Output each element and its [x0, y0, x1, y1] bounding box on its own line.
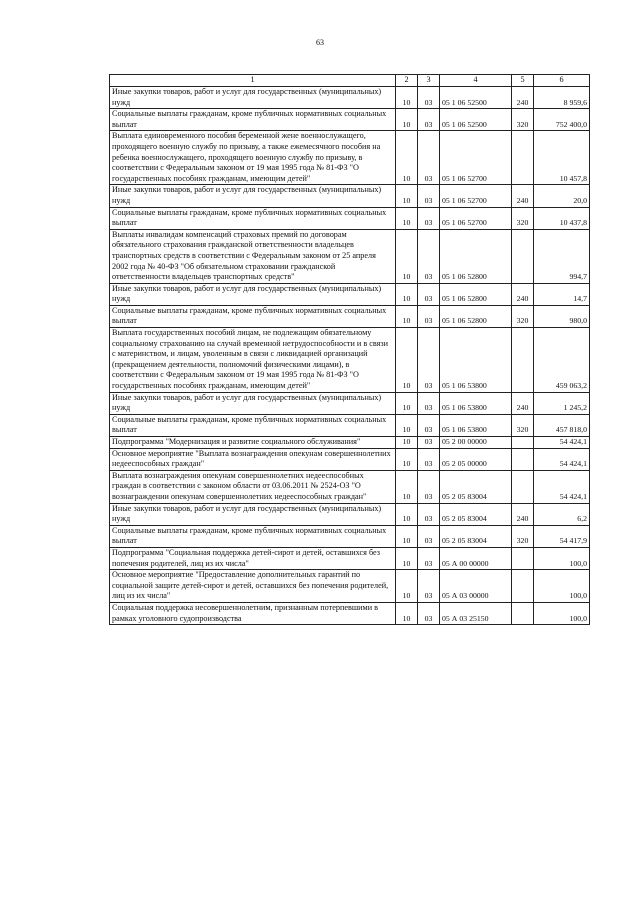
row-description: Социальные выплаты гражданам, кроме публичных нормативных социальных выплат [110, 525, 396, 547]
row-expense-type-code: 320 [512, 525, 534, 547]
row-section-code: 10 [396, 525, 418, 547]
row-subsection-code: 03 [418, 470, 440, 503]
row-section-code: 10 [396, 229, 418, 283]
row-expense-type-code: 320 [512, 207, 534, 229]
row-expense-type-code [512, 570, 534, 603]
row-subsection-code: 03 [418, 328, 440, 393]
row-subsection-code: 03 [418, 185, 440, 207]
row-subsection-code: 03 [418, 392, 440, 414]
row-section-code: 10 [396, 602, 418, 624]
row-target-article-code: 05 2 05 83004 [440, 525, 512, 547]
row-section-code: 10 [396, 414, 418, 436]
row-section-code: 10 [396, 570, 418, 603]
row-target-article-code: 05 1 06 52500 [440, 87, 512, 109]
table-row [110, 109, 590, 131]
table-row [110, 470, 590, 503]
row-amount: 8 959,6 [534, 87, 590, 109]
row-section-code: 10 [396, 547, 418, 569]
row-amount: 994,7 [534, 229, 590, 283]
row-subsection-code: 03 [418, 414, 440, 436]
row-amount: 752 400,0 [534, 109, 590, 131]
header-row [110, 75, 590, 87]
row-amount: 54 424,1 [534, 437, 590, 449]
row-subsection-code: 03 [418, 229, 440, 283]
row-section-code: 10 [396, 109, 418, 131]
table-row [110, 185, 590, 207]
row-target-article-code: 05 1 06 53800 [440, 328, 512, 393]
row-expense-type-code: 320 [512, 414, 534, 436]
row-description: Социальные выплаты гражданам, кроме публичных нормативных социальных выплат [110, 207, 396, 229]
table-row [110, 283, 590, 305]
row-target-article-code: 05 А 03 00000 [440, 570, 512, 603]
row-section-code: 10 [396, 305, 418, 327]
column-header-5: 5 [512, 75, 534, 87]
table-row [110, 392, 590, 414]
row-description: Выплата единовременного пособия беременной жене военнослужащего, проходящего военную службу по призыву, а также ежемесячного пособия на ребенка военнослужащего, проходящего военную службу по призыву, в соответствии с Федеральным законом от 19 мая 1995 года № 81-ФЗ "О государственных пособиях гражданам, имеющим детей" [110, 131, 396, 185]
row-subsection-code: 03 [418, 525, 440, 547]
table-row [110, 448, 590, 470]
row-description: Подпрограмма "Модернизация и развитие социального обслуживания" [110, 437, 396, 449]
column-header-1: 1 [110, 75, 396, 87]
row-subsection-code: 03 [418, 547, 440, 569]
row-description: Иные закупки товаров, работ и услуг для государственных (муниципальных) нужд [110, 392, 396, 414]
row-target-article-code: 05 2 05 83004 [440, 470, 512, 503]
row-section-code: 10 [396, 185, 418, 207]
row-section-code: 10 [396, 328, 418, 393]
row-subsection-code: 03 [418, 437, 440, 449]
row-target-article-code: 05 1 06 52500 [440, 109, 512, 131]
row-target-article-code: 05 А 03 25150 [440, 602, 512, 624]
table-row [110, 229, 590, 283]
row-amount: 6,2 [534, 503, 590, 525]
row-target-article-code: 05 1 06 52800 [440, 229, 512, 283]
row-target-article-code: 05 А 00 00000 [440, 547, 512, 569]
row-amount: 1 245,2 [534, 392, 590, 414]
table-row [110, 328, 590, 393]
table-row [110, 503, 590, 525]
row-description: Социальные выплаты гражданам, кроме публичных нормативных социальных выплат [110, 414, 396, 436]
row-target-article-code: 05 1 06 52800 [440, 305, 512, 327]
row-amount: 100,0 [534, 547, 590, 569]
row-amount: 54 424,1 [534, 448, 590, 470]
column-header-3: 3 [418, 75, 440, 87]
row-subsection-code: 03 [418, 503, 440, 525]
row-expense-type-code [512, 547, 534, 569]
row-subsection-code: 03 [418, 305, 440, 327]
row-target-article-code: 05 1 06 53800 [440, 414, 512, 436]
row-section-code: 10 [396, 448, 418, 470]
row-amount: 10 437,8 [534, 207, 590, 229]
table-row [110, 437, 590, 449]
row-expense-type-code: 240 [512, 87, 534, 109]
row-description: Выплата вознаграждения опекунам совершеннолетних недееспособных граждан в соответствии с законом области от 03.06.2011 № 2524-ОЗ "О вознаграждении опекунам совершеннолетних недееспособных граждан" [110, 470, 396, 503]
row-expense-type-code [512, 602, 534, 624]
row-expense-type-code: 320 [512, 109, 534, 131]
row-amount: 980,0 [534, 305, 590, 327]
row-amount: 10 457,8 [534, 131, 590, 185]
row-description: Подпрограмма "Социальная поддержка детей-сирот и детей, оставшихся без попечения родителей, лиц из их числа" [110, 547, 396, 569]
row-target-article-code: 05 1 06 53800 [440, 392, 512, 414]
table-body [110, 87, 590, 625]
row-expense-type-code: 320 [512, 305, 534, 327]
column-header-4: 4 [440, 75, 512, 87]
row-target-article-code: 05 2 00 00000 [440, 437, 512, 449]
table-row [110, 547, 590, 569]
row-description: Социальные выплаты гражданам, кроме публичных нормативных социальных выплат [110, 109, 396, 131]
row-subsection-code: 03 [418, 131, 440, 185]
row-expense-type-code: 240 [512, 503, 534, 525]
row-description: Социальная поддержка несовершеннолетним, признанным потерпевшими в рамках уголовного судопроизводства [110, 602, 396, 624]
row-expense-type-code [512, 131, 534, 185]
row-amount: 100,0 [534, 602, 590, 624]
row-subsection-code: 03 [418, 448, 440, 470]
row-description: Иные закупки товаров, работ и услуг для государственных (муниципальных) нужд [110, 87, 396, 109]
row-section-code: 10 [396, 207, 418, 229]
row-subsection-code: 03 [418, 207, 440, 229]
row-section-code: 10 [396, 470, 418, 503]
row-description: Иные закупки товаров, работ и услуг для государственных (муниципальных) нужд [110, 503, 396, 525]
row-target-article-code: 05 1 06 52700 [440, 131, 512, 185]
row-description: Иные закупки товаров, работ и услуг для государственных (муниципальных) нужд [110, 185, 396, 207]
row-subsection-code: 03 [418, 283, 440, 305]
table-row [110, 87, 590, 109]
column-header-2: 2 [396, 75, 418, 87]
row-expense-type-code [512, 328, 534, 393]
row-amount: 100,0 [534, 570, 590, 603]
row-amount: 20,0 [534, 185, 590, 207]
row-section-code: 10 [396, 437, 418, 449]
table-row [110, 207, 590, 229]
column-header-6: 6 [534, 75, 590, 87]
row-section-code: 10 [396, 283, 418, 305]
row-target-article-code: 05 2 05 00000 [440, 448, 512, 470]
table-row [110, 570, 590, 603]
row-expense-type-code [512, 437, 534, 449]
row-amount: 457 818,0 [534, 414, 590, 436]
row-subsection-code: 03 [418, 602, 440, 624]
table-row [110, 602, 590, 624]
row-description: Иные закупки товаров, работ и услуг для государственных (муниципальных) нужд [110, 283, 396, 305]
row-target-article-code: 05 1 06 52700 [440, 207, 512, 229]
table-row [110, 131, 590, 185]
row-amount: 14,7 [534, 283, 590, 305]
row-expense-type-code [512, 470, 534, 503]
row-amount: 54 417,9 [534, 525, 590, 547]
row-description: Социальные выплаты гражданам, кроме публичных нормативных социальных выплат [110, 305, 396, 327]
row-target-article-code: 05 1 06 52700 [440, 185, 512, 207]
row-expense-type-code: 240 [512, 283, 534, 305]
row-target-article-code: 05 1 06 52800 [440, 283, 512, 305]
row-subsection-code: 03 [418, 109, 440, 131]
row-expense-type-code [512, 448, 534, 470]
row-expense-type-code: 240 [512, 185, 534, 207]
table-row [110, 525, 590, 547]
row-subsection-code: 03 [418, 570, 440, 603]
row-description: Выплата государственных пособий лицам, не подлежащим обязательному социальному страхованию на случай временной нетрудоспособности и в связи с материнством, и лицам, уволенным в связи с ликвидацией организаций (прекращением деятельности, полномочий физическими лицами), в соответствии с Федеральным законом от 19 мая 1995 года № 81-ФЗ "О государственных пособиях гражданам, имеющим детей" [110, 328, 396, 393]
page-number: 63 [316, 38, 324, 47]
row-subsection-code: 03 [418, 87, 440, 109]
row-description: Основное мероприятие "Выплата вознаграждения опекунам совершеннолетних недееспособных граждан" [110, 448, 396, 470]
row-expense-type-code [512, 229, 534, 283]
row-description: Основное мероприятие "Предоставление дополнительных гарантий по социальной защите детей-сирот и детей, оставшихся без попечения родителей, лиц из их числа" [110, 570, 396, 603]
row-amount: 459 063,2 [534, 328, 590, 393]
budget-table [109, 74, 590, 625]
table-row [110, 305, 590, 327]
row-expense-type-code: 240 [512, 392, 534, 414]
row-section-code: 10 [396, 503, 418, 525]
row-section-code: 10 [396, 131, 418, 185]
row-amount: 54 424,1 [534, 470, 590, 503]
row-section-code: 10 [396, 87, 418, 109]
row-target-article-code: 05 2 05 83004 [440, 503, 512, 525]
row-description: Выплаты инвалидам компенсаций страховых премий по договорам обязательного страхования гражданской ответственности владельцев транспортных средств в соответствии с Федеральным законом от 25 апреля 2002 года № 40-ФЗ "Об обязательном страховании гражданской ответственности владельцев транспортных средств" [110, 229, 396, 283]
row-section-code: 10 [396, 392, 418, 414]
table-row [110, 414, 590, 436]
